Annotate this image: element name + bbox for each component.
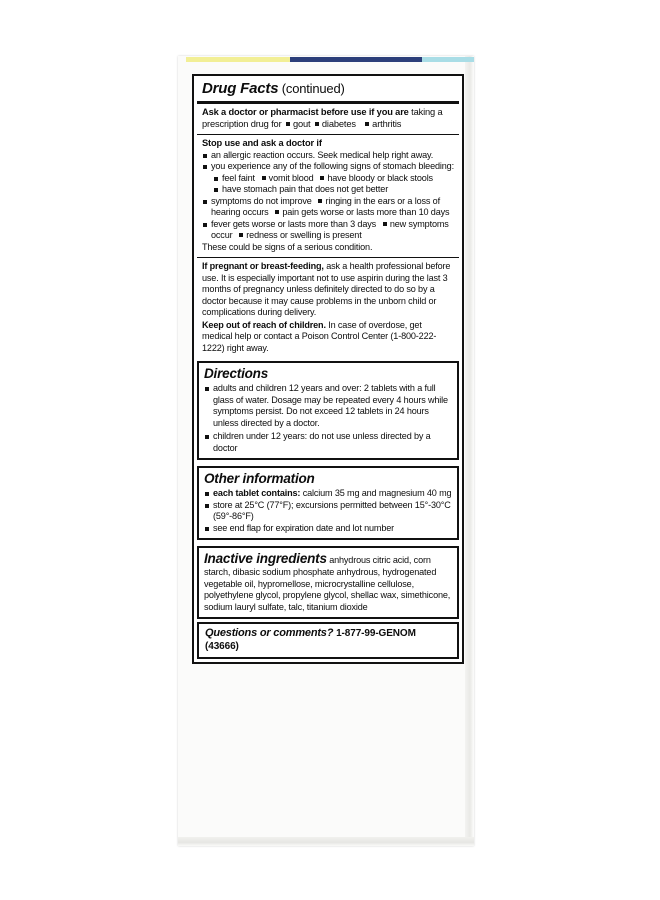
other-information-item bbox=[204, 488, 452, 500]
stop-use-more-item: pain gets worse or lasts more than 10 days bbox=[282, 207, 450, 218]
stop-use-more-item: new symptoms occur bbox=[211, 218, 449, 241]
section-stop-use bbox=[197, 137, 459, 255]
carton-right-edge bbox=[465, 56, 474, 846]
bullet-square-icon bbox=[275, 210, 279, 214]
stop-use-closing: These could be signs of a serious condition. bbox=[202, 241, 373, 252]
bullet-square-icon bbox=[262, 176, 266, 180]
stop-use-subitem: have stomach pain that does not get better bbox=[202, 184, 454, 196]
stop-use-more-item: symptoms do not improve bbox=[211, 195, 312, 206]
ask-doctor-option-arthritis: arthritis bbox=[372, 118, 402, 129]
questions-row bbox=[205, 627, 451, 653]
stop-use-more-item: ringing in the ears or a loss of hearing occurs bbox=[211, 195, 440, 218]
bullet-square-icon bbox=[383, 222, 387, 226]
section-ask-doctor-pharmacist bbox=[197, 106, 459, 132]
keep-out-paragraph bbox=[202, 320, 454, 355]
stop-use-more-item: redness or swelling is present bbox=[246, 230, 362, 241]
section-directions bbox=[197, 361, 459, 460]
stop-use-heading: Stop use and ask a doctor if bbox=[202, 138, 322, 149]
stop-use-subitem-row bbox=[202, 173, 454, 185]
ask-doctor-heading-rest: taking a prescription drug for bbox=[202, 107, 443, 129]
stop-use-item: an allergic reaction occurs. Seek medical help right away. bbox=[202, 150, 454, 162]
section-inactive-ingredients bbox=[197, 546, 459, 619]
stop-use-more-row bbox=[202, 196, 454, 219]
divider-before-pregnancy bbox=[197, 257, 459, 258]
other-information-item: see end flap for expiration date and lot number bbox=[204, 523, 452, 535]
pregnancy-bold-lead: If pregnant or breast-feeding, bbox=[202, 261, 324, 272]
pregnancy-text: ask a health professional before use. It is especially important not to use aspirin during the last 3 months of pregnancy unless definitely directed to do so by a doctor because it may cause problems in the unborn child or complications during delivery. bbox=[202, 261, 451, 318]
drug-facts-title bbox=[202, 80, 454, 97]
stop-use-more-row-2 bbox=[202, 219, 454, 242]
inactive-ingredients-paragraph bbox=[204, 551, 452, 613]
drug-facts-title-text: Drug Facts bbox=[202, 80, 279, 97]
stop-use-subitem: vomit blood bbox=[268, 172, 314, 183]
stripe-segment-cyan bbox=[422, 57, 474, 62]
stripe-segment-yellow bbox=[186, 57, 290, 62]
other-information-item-rest: calcium 35 mg and magnesium 40 mg bbox=[300, 488, 452, 499]
ask-doctor-heading bbox=[202, 107, 454, 130]
drug-facts-title-suffix: (continued) bbox=[281, 81, 345, 96]
ask-doctor-heading-bold: Ask a doctor or pharmacist before use if you are bbox=[202, 107, 409, 117]
directions-item: children under 12 years: do not use unless directed by a doctor bbox=[204, 431, 452, 454]
checkbox-square-icon[interactable] bbox=[315, 122, 319, 126]
pregnancy-paragraph bbox=[202, 261, 454, 319]
carton-bottom-edge bbox=[178, 837, 474, 846]
stop-use-more-item: fever gets worse or lasts more than 3 days bbox=[211, 218, 377, 229]
drug-facts-title-row bbox=[197, 79, 459, 99]
drug-facts-panel bbox=[192, 74, 464, 664]
section-warnings-pregnancy-children bbox=[197, 260, 459, 356]
directions-item: adults and children 12 years and over: 2 tablets with a full glass of water. Dosage may be repeated every 4 hours while symptoms persist. Do not exceed 12 tablets in 24 hours unless directed by a doctor. bbox=[204, 383, 452, 429]
bullet-square-icon bbox=[239, 233, 243, 237]
color-stripe bbox=[186, 57, 474, 62]
stop-use-item: you experience any of the following signs of stomach bleeding: bbox=[202, 161, 454, 173]
other-information-item: store at 25°C (77°F); excursions permitted between 15°-30°C (59°-86°F) bbox=[204, 500, 452, 523]
questions-label: Questions or comments? bbox=[205, 627, 334, 640]
ask-doctor-option-gout: gout bbox=[292, 118, 311, 129]
checkbox-square-icon[interactable] bbox=[365, 122, 369, 126]
bullet-square-icon bbox=[320, 176, 324, 180]
other-information-item-bold: each tablet contains: bbox=[213, 488, 301, 499]
section-questions-or-comments bbox=[197, 622, 459, 659]
bullet-square-icon bbox=[318, 199, 322, 203]
stripe-segment-blue bbox=[290, 57, 422, 62]
checkbox-square-icon[interactable] bbox=[286, 122, 290, 126]
keep-out-text: In case of overdose, get medical help or contact a Poison Control Center (1-800-222-1222) right away. bbox=[202, 319, 437, 353]
divider-after-title bbox=[197, 101, 459, 104]
section-other-information bbox=[197, 466, 459, 540]
directions-title: Directions bbox=[204, 366, 269, 382]
keep-out-bold-lead: Keep out of reach of children. bbox=[202, 319, 326, 330]
questions-phone[interactable]: 1-877-99-GENOM (43666) bbox=[205, 628, 416, 653]
stop-use-subitem: have bloody or black stools bbox=[327, 172, 433, 183]
stop-use-subitem: feel faint bbox=[222, 172, 255, 183]
other-information-title: Other information bbox=[204, 471, 315, 487]
inactive-ingredients-text: anhydrous citric acid, corn starch, dibasic sodium phosphate anhydrous, hydrogenated vegetable oil, hypromellose, microcrystalline cellulose, polyethylene glycol, propylene glycol, shellac wax, simethicone, sodium lauryl sulfate, talc, titanium dioxide bbox=[204, 555, 451, 612]
ask-doctor-option-diabetes: diabetes bbox=[321, 118, 356, 129]
divider-before-stop-use bbox=[197, 134, 459, 135]
inactive-ingredients-title: Inactive ingredients bbox=[204, 551, 327, 567]
